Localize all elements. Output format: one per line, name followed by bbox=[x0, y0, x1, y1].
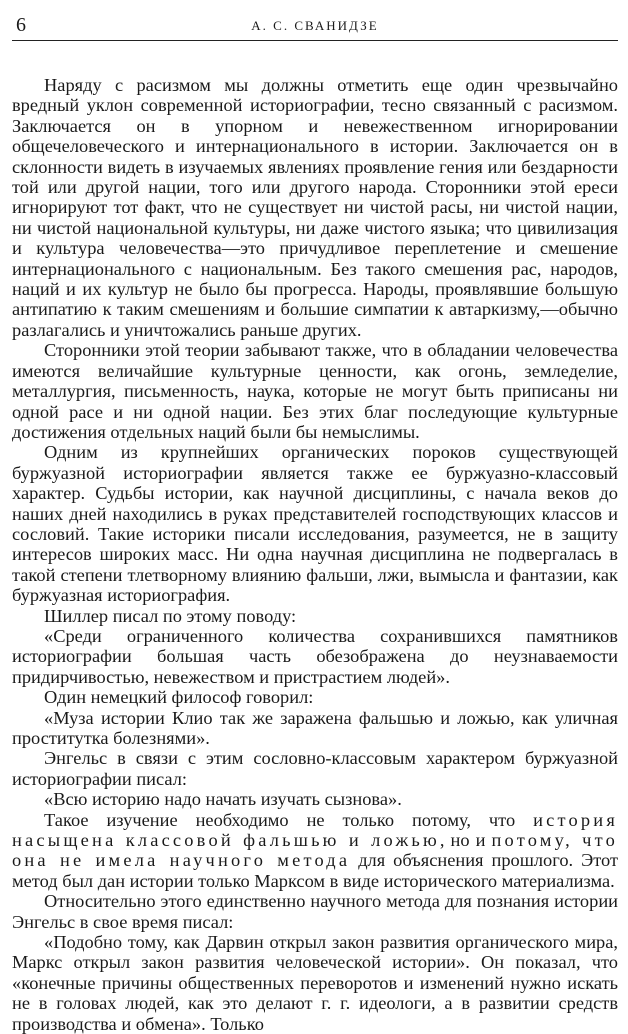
paragraph-class-character: Одним из крупнейших органических пороков существующей буржуазной историографии является также ее буржуазно-классовый характер. Судьбы истории, как научной дисциплины, с начала веков до наших дней находились в руках представителей господствующих классов и сословий. Такие историки писали исследования, разумеется, не в защиту интересов широких масс. Ни одна научная дисциплина не подвергалась в такой степени тлетворному влиянию фальши, лжи, вымысла и фантазии, как буржуазная историография. bbox=[12, 442, 618, 606]
paragraph-philosopher-intro: Один немецкий философ говорил: bbox=[44, 687, 314, 708]
running-head: А. С. СВАНИДЗЕ bbox=[251, 18, 379, 33]
quote-darwin-marx: «Подобно тому, как Дарвин открыл закон развития органического мира, Маркс открыл закон развития человеческой истории». Он показал, что «конечные причины общественных переворотов и изменений нужно искать не в головах людей, как это делают г. г. идеологи, а в развитии средств производства и обмена». Только bbox=[12, 932, 618, 1034]
paragraph-racism-deviation: Наряду с расизмом мы должны отметить еще один чрезвычайно вредный уклон современной историографии, тесно связанный с расизмом. Заключается он в упорном и невежественном игнорировании общечеловеческого и интернационального в истории. Заключается он в склонности видеть в изучаемых явлениях проявление гения или бездарности той или другой нации, того или другого народа. Сторонники этой ереси игнорируют тот факт, что не существует ни чистой расы, ни чистой нации, ни чистой национальной культуры, ни даже чистого языка; что цивилизация и культура человечества—это причудливое переплетение и смешение интернационального с национальным. Без такого смешения рас, народов, наций и их культур не было бы прогресса. Народы, проявлявшие большую антипатию к таким смешениям и большие симпатии к автаркизму,—обычно разлагались и уничтожались раньше других. bbox=[12, 75, 618, 340]
paragraph-cultural-values: Сторонники этой теории забывают также, что в обладании человечества имеются величайшие культурные ценности, как огонь, земледелие, металлургия, письменность, наука, которые не могут быть приписаны ни одной расе и ни одной нации. Без этих благ последующие культурные достижения отдельных наций были бы немыслимы. bbox=[12, 340, 618, 442]
spaced-emphasis-method: потому, что она не имела научного метода bbox=[12, 830, 619, 871]
page-number: 6 bbox=[16, 14, 26, 36]
paragraph-schiller-intro: Шиллер писал по этому поводу: bbox=[44, 605, 297, 626]
paragraph-scientific-method: Относительно этого единственно научного метода для познания истории Энгельс в свое время писал: bbox=[12, 891, 618, 932]
page-header bbox=[12, 14, 618, 41]
quote-clio: «Муза истории Клио так же заражена фальшью и ложью, как уличная проститутка болезнями». bbox=[12, 707, 618, 748]
method-text-e: для объяснения прошлого. Этот метод был дан истории только Марксом в виде исторического материализма. bbox=[12, 850, 618, 891]
method-text-a: Такое изучение необходимо не только потому, что bbox=[44, 809, 534, 830]
quote-schiller: «Среди ограниченного количества сохранившихся памятников историографии большая часть обезображена до неузнаваемости придирчивостью, невежеством и пристрастием людей». bbox=[12, 625, 618, 687]
body-text bbox=[12, 75, 618, 1034]
quote-engels-history: «Всю историю надо начать изучать сызнова». bbox=[44, 789, 402, 810]
paragraph-method bbox=[12, 810, 618, 892]
spaced-emphasis-falsehood: история насыщена классовой фальшью и ложью bbox=[12, 809, 618, 851]
method-text-c: , но и bbox=[439, 830, 492, 851]
paragraph-engels-intro: Энгельс в связи с этим сословно-классовым характером буржуазной историографии писал: bbox=[12, 748, 618, 789]
